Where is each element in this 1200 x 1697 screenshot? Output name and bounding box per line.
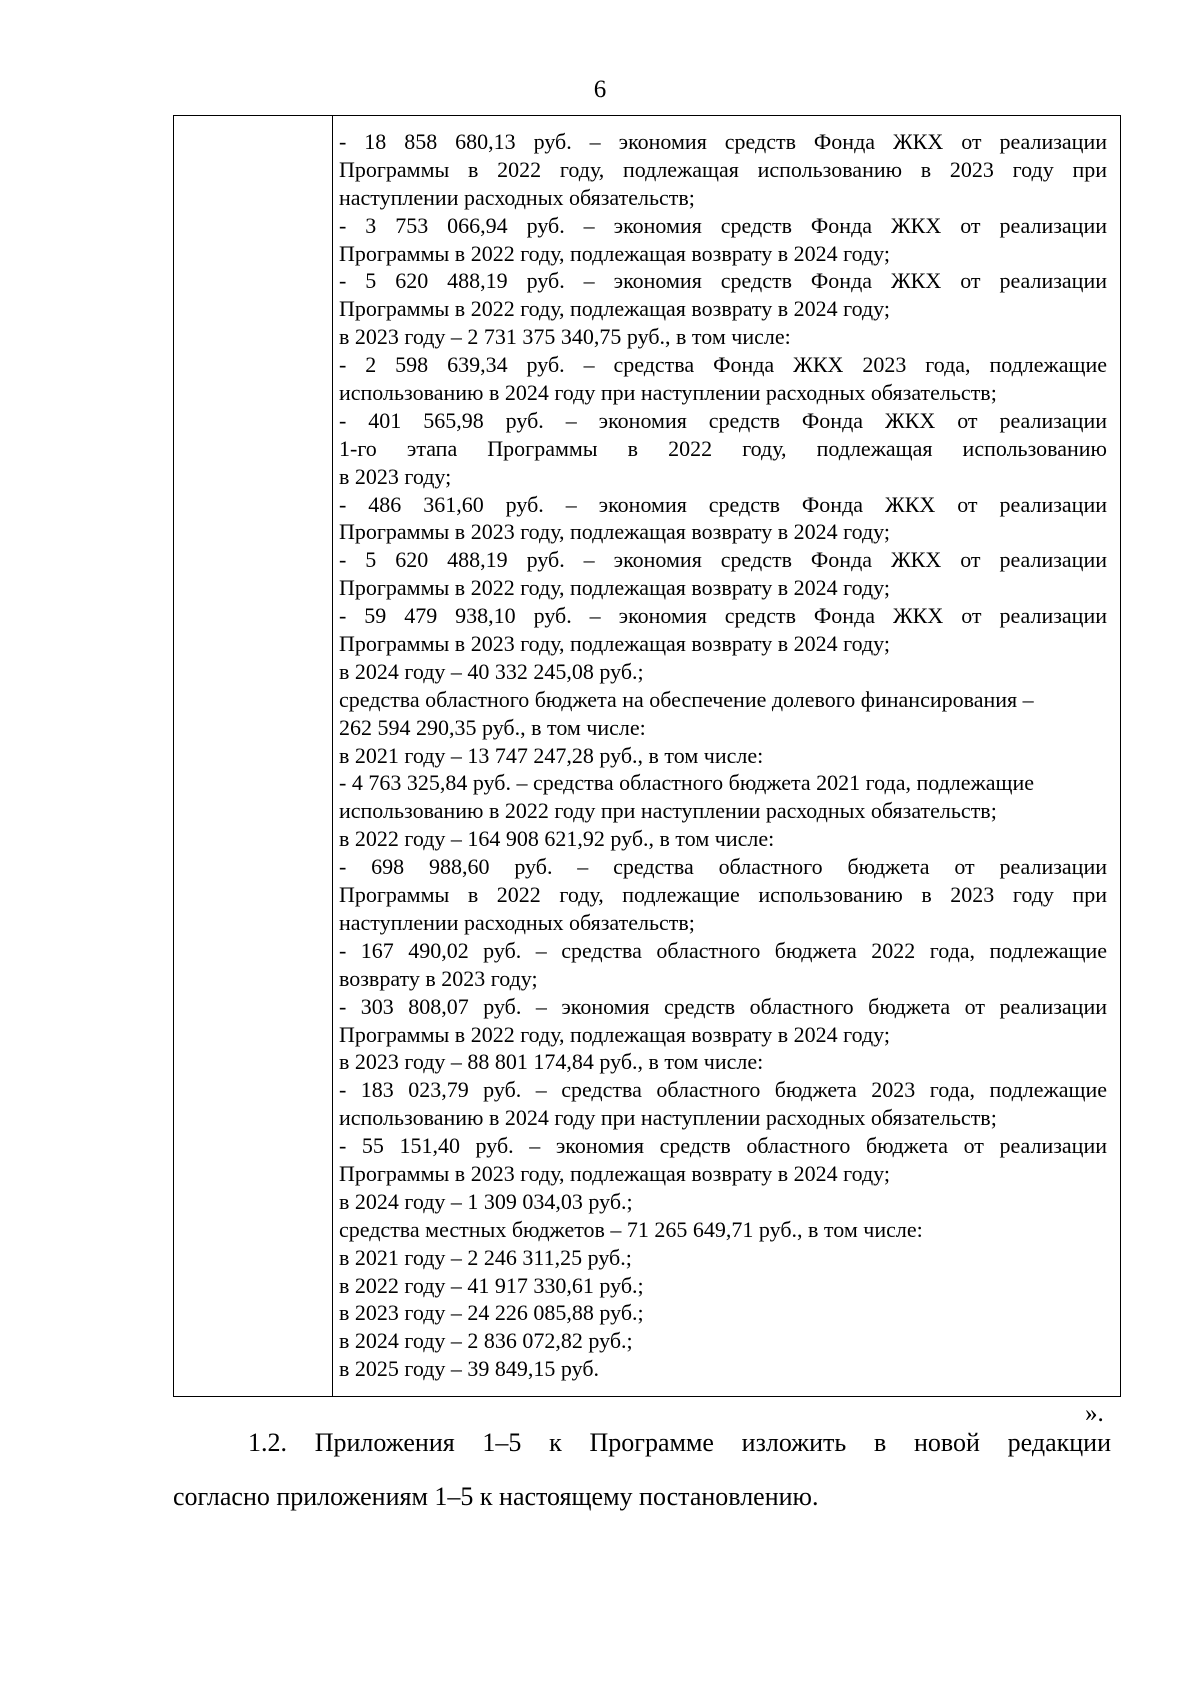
table-left-cell: [174, 116, 333, 1396]
table-text-line: Программы в 2023 году, подлежащая возврату в 2024 году;: [339, 631, 890, 657]
table-text-line: возврату в 2023 году;: [339, 965, 538, 991]
table-text-line: 262 594 290,35 руб., в том числе:: [339, 714, 646, 740]
table-text-line: в 2023 году – 2 731 375 340,75 руб., в том числе:: [339, 324, 791, 350]
table-right-cell: [339, 128, 1107, 1383]
closing-quote: ».: [1085, 1400, 1104, 1427]
table-text-line: Программы в 2022 году, подлежащие использованию в 2023 году при: [339, 882, 1107, 908]
table-text-line: в 2023 году;: [339, 463, 452, 489]
table-text-line: в 2022 году – 164 908 621,92 руб., в том числе:: [339, 826, 775, 852]
table-text-line: Программы в 2022 году, подлежащая возврату в 2024 году;: [339, 240, 890, 266]
table-text-line: средства местных бюджетов – 71 265 649,71 руб., в том числе:: [339, 1216, 923, 1242]
table-text-line: 1-го этапа Программы в 2022 году, подлежащая использованию: [339, 435, 1107, 461]
table-text-line: - 183 023,79 руб. – средства областного бюджета 2023 года, подлежащие: [339, 1077, 1107, 1103]
table-text-line: наступлении расходных обязательств;: [339, 184, 695, 210]
table-text-line: Программы в 2022 году, подлежащая возврату в 2024 году;: [339, 575, 890, 601]
page-number: 6: [593, 76, 607, 103]
table-text-line: средства областного бюджета на обеспечение долевого финансирования –: [339, 686, 1034, 712]
table-text-line: - 486 361,60 руб. – экономия средств Фонда ЖКХ от реализации: [339, 491, 1107, 517]
table-text-line: в 2024 году – 2 836 072,82 руб.;: [339, 1328, 633, 1354]
table-text-line: - 4 763 325,84 руб. – средства областного бюджета 2021 года, подлежащие: [339, 770, 1034, 796]
table-text-line: в 2022 году – 41 917 330,61 руб.;: [339, 1272, 644, 1298]
paragraph-1-2-line-2: согласно приложениям 1–5 к настоящему постановлению.: [173, 1482, 819, 1511]
table-text-line: - 303 808,07 руб. – экономия средств областного бюджета от реализации: [339, 993, 1107, 1019]
table-text-line: использованию в 2022 году при наступлении расходных обязательств;: [339, 798, 997, 824]
table-text-line: - 5 620 488,19 руб. – экономия средств Фонда ЖКХ от реализации: [339, 268, 1107, 294]
table-text-line: Программы в 2022 году, подлежащая использованию в 2023 году при: [339, 156, 1107, 182]
table-text-line: Программы в 2022 году, подлежащая возврату в 2024 году;: [339, 1021, 890, 1047]
table-text-line: наступлении расходных обязательств;: [339, 909, 695, 935]
table-text-line: в 2025 году – 39 849,15 руб.: [339, 1356, 600, 1382]
table-text-line: Программы в 2023 году, подлежащая возврату в 2024 году;: [339, 1160, 890, 1186]
table-text-line: в 2023 году – 88 801 174,84 руб., в том числе:: [339, 1049, 764, 1075]
paragraph-1-2-line-1: 1.2. Приложения 1–5 к Программе изложить в новой редакции: [248, 1428, 1111, 1457]
table-text-line: в 2023 году – 24 226 085,88 руб.;: [339, 1300, 644, 1326]
table-text-line: использованию в 2024 году при наступлении расходных обязательств;: [339, 380, 997, 406]
table-text-line: - 401 565,98 руб. – экономия средств Фонда ЖКХ от реализации: [339, 407, 1107, 433]
table-text-line: использованию в 2024 году при наступлении расходных обязательств;: [339, 1105, 997, 1131]
table-text-line: - 167 490,02 руб. – средства областного бюджета 2022 года, подлежащие: [339, 937, 1107, 963]
table-text-line: в 2024 году – 40 332 245,08 руб.;: [339, 658, 644, 684]
table-text-line: - 3 753 066,94 руб. – экономия средств Фонда ЖКХ от реализации: [339, 212, 1107, 238]
table-text-line: Программы в 2023 году, подлежащая возврату в 2024 году;: [339, 519, 890, 545]
table-text-line: - 18 858 680,13 руб. – экономия средств Фонда ЖКХ от реализации: [339, 129, 1107, 154]
table-text-line: в 2021 году – 2 246 311,25 руб.;: [339, 1244, 632, 1270]
table-text-line: - 59 479 938,10 руб. – экономия средств Фонда ЖКХ от реализации: [339, 603, 1107, 629]
table-text-line: - 2 598 639,34 руб. – средства Фонда ЖКХ 2023 года, подлежащие: [339, 352, 1107, 378]
table-text-line: в 2024 году – 1 309 034,03 руб.;: [339, 1188, 633, 1214]
table-text-line: - 698 988,60 руб. – средства областного бюджета от реализации: [339, 854, 1107, 880]
table-text-line: Программы в 2022 году, подлежащая возврату в 2024 году;: [339, 296, 890, 322]
table-text-line: - 55 151,40 руб. – экономия средств областного бюджета от реализации: [339, 1133, 1107, 1159]
table-text-line: - 5 620 488,19 руб. – экономия средств Фонда ЖКХ от реализации: [339, 547, 1107, 573]
table-text-line: в 2021 году – 13 747 247,28 руб., в том числе:: [339, 742, 764, 768]
content-table: [173, 115, 1121, 1397]
